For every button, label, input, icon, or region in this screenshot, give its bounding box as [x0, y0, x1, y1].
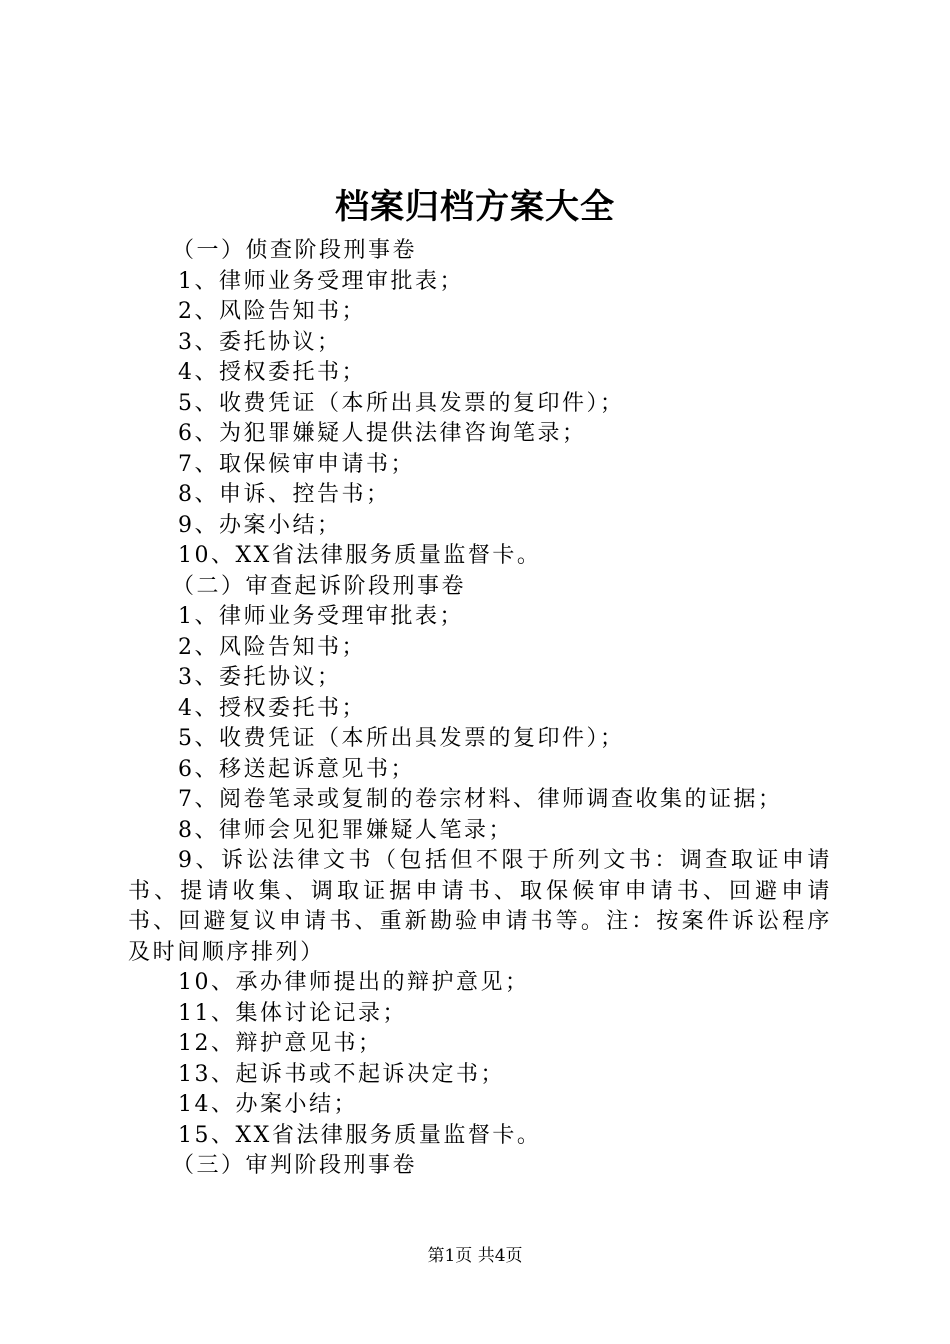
page-indicator: 第1页 共4页 — [427, 1246, 523, 1266]
list-item: 5、收费凭证（本所出具发票的复印件）； — [178, 390, 625, 416]
document-title: 档案归档方案大全 — [335, 187, 615, 227]
list-item: 10、XX省法律服务质量监督卡。 — [178, 543, 542, 568]
list-item: 6、移送起诉意见书； — [178, 756, 415, 782]
list-item: 3、委托协议； — [178, 665, 342, 690]
list-item-paragraph: 9、诉讼法律文书（包括但不限于所列文书：调查取证申请书、提请收集、调取证据申请书、取保候审申请书、回避申请书、回避复议申请书、重新勘验申请书等。注：按案件诉讼程序及时间顺序排列） — [128, 848, 832, 965]
list-item: 4、授权委托书； — [178, 695, 366, 721]
section-heading: （二）审查起诉阶段刑事卷 — [172, 573, 467, 599]
list-item: 2、风险告知书； — [178, 299, 366, 324]
list-item: 1、律师业务受理审批表； — [178, 604, 464, 629]
list-item: 1、律师业务受理审批表； — [178, 268, 464, 294]
list-item: 11、集体讨论记录； — [178, 1000, 407, 1026]
section-heading: （一）侦查阶段刑事卷 — [172, 238, 418, 263]
list-item: 7、取保候审申请书； — [178, 451, 415, 477]
document-body — [128, 236, 832, 1182]
list-item: 14、办案小结； — [178, 1092, 358, 1117]
section-heading: （三）审判阶段刑事卷 — [172, 1153, 418, 1178]
list-item: 13、起诉书或不起诉决定书； — [178, 1061, 505, 1087]
list-item: 9、办案小结； — [178, 512, 342, 538]
list-item: 2、风险告知书； — [178, 634, 366, 660]
list-item: 8、律师会见犯罪嫌疑人笔录； — [178, 817, 513, 843]
list-item: 8、申诉、控告书； — [178, 482, 391, 507]
list-item: 6、为犯罪嫌疑人提供法律咨询笔录； — [178, 421, 587, 446]
list-item: 3、委托协议； — [178, 329, 342, 355]
list-item: 4、授权委托书； — [178, 360, 366, 385]
list-item: 12、辩护意见书； — [178, 1031, 383, 1056]
list-item: 10、承办律师提出的辩护意见； — [178, 970, 530, 995]
list-item: 5、收费凭证（本所出具发票的复印件）； — [178, 726, 625, 751]
list-item: 7、阅卷笔录或复制的卷宗材料、律师调查收集的证据； — [178, 787, 783, 812]
list-item: 15、XX省法律服务质量监督卡。 — [178, 1122, 542, 1148]
page-footer — [0, 1244, 950, 1268]
